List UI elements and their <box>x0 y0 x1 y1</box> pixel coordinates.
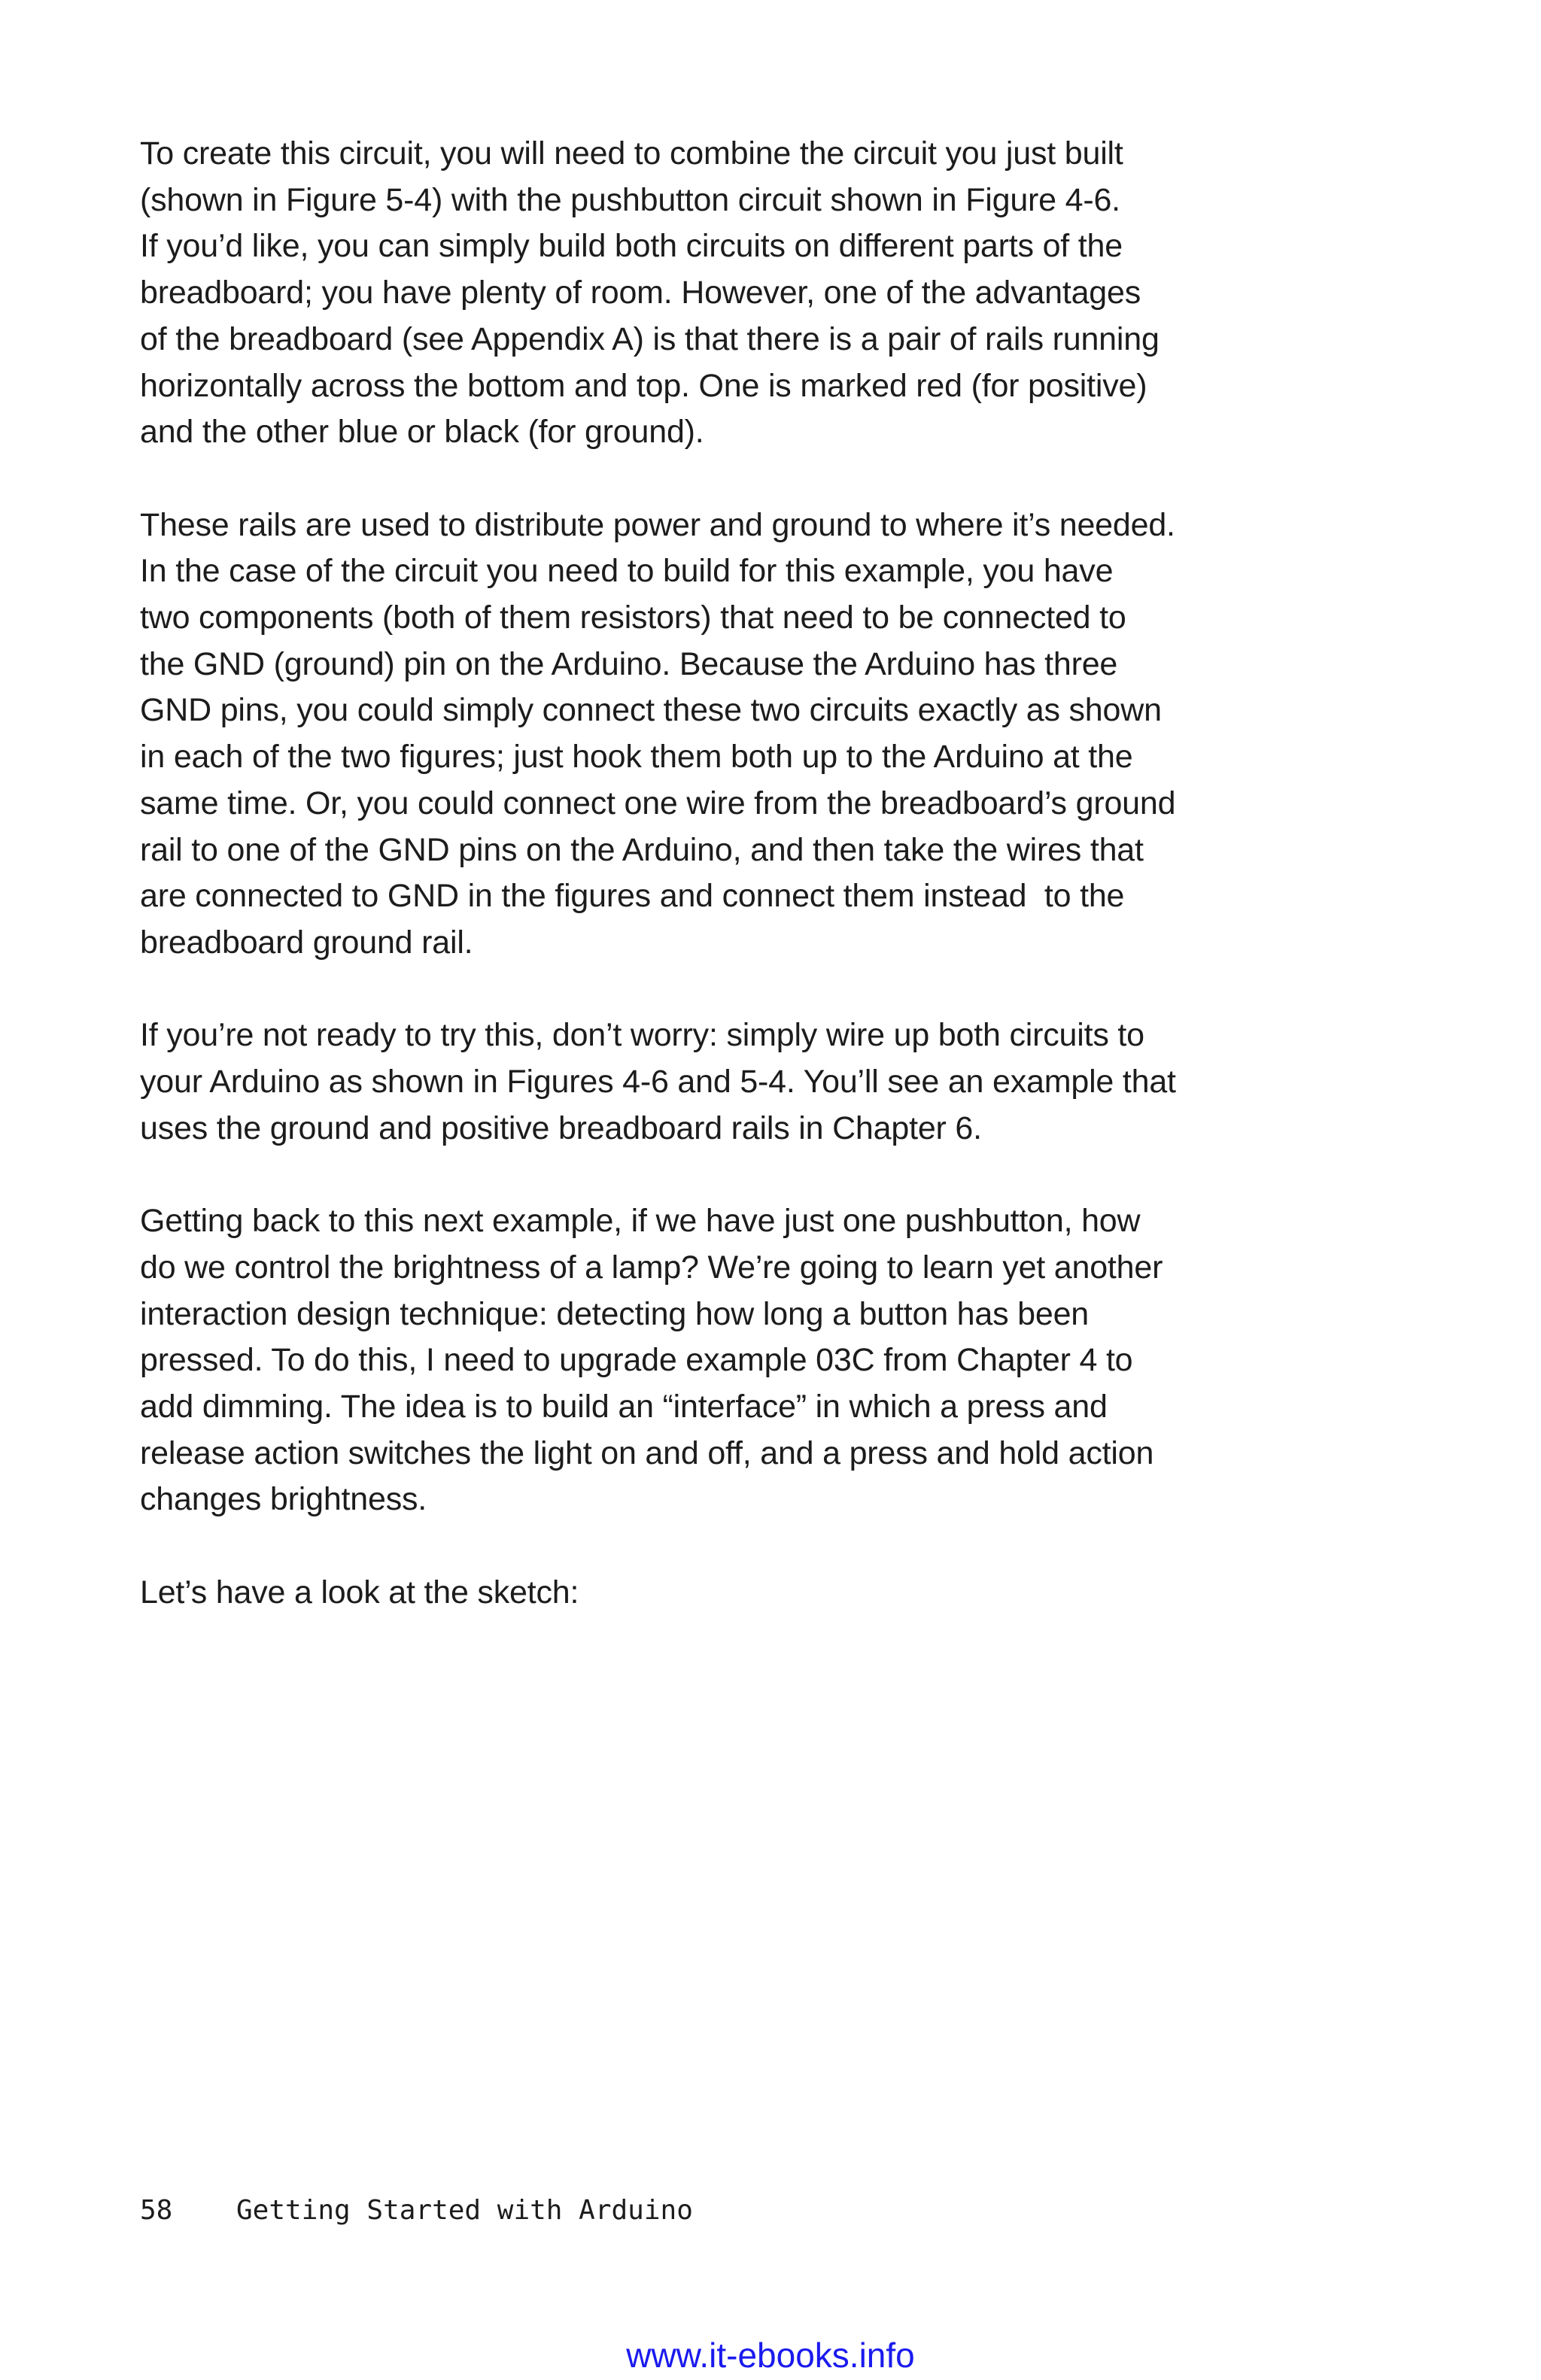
text-line: GND pins, you could simply connect these two circuits exactly as shown <box>140 692 1162 729</box>
text-line: in each of the two figures; just hook them both up to the Arduino at the <box>140 739 1133 776</box>
text-line: Getting back to this next example, if we have just one pushbutton, how <box>140 1203 1141 1240</box>
text-line: release action switches the light on and off, and a press and hold action <box>140 1434 1154 1471</box>
paragraph-2 <box>140 502 1329 967</box>
text-line: In the case of the circuit you need to build for this example, you have <box>140 553 1114 590</box>
watermark-link[interactable]: www.it-ebooks.info <box>626 2336 915 2375</box>
text-line: breadboard ground rail. <box>140 924 473 961</box>
text-line: interaction design technique: detecting how long a button has been <box>140 1295 1090 1332</box>
text-line: If you’d like, you can simply build both circuits on different parts of the <box>140 228 1123 265</box>
text-line: horizontally across the bottom and top. One is marked red (for positive) <box>140 367 1147 404</box>
text-line: add dimming. The idea is to build an “interface” in which a press and <box>140 1388 1108 1425</box>
page-number: 58 <box>140 2195 173 2226</box>
text-line: pressed. To do this, I need to upgrade example 03C from Chapter 4 to <box>140 1342 1133 1379</box>
paragraph-1 <box>140 131 1329 456</box>
text-line: your Arduino as shown in Figures 4-6 and 5-4. You’ll see an example that <box>140 1064 1176 1100</box>
text-line: If you’re not ready to try this, don’t worry: simply wire up both circuits to <box>140 1017 1144 1054</box>
page-footer <box>140 2195 693 2226</box>
text-line: the GND (ground) pin on the Arduino. Because the Arduino has three <box>140 645 1118 682</box>
text-line: uses the ground and positive breadboard rails in Chapter 6. <box>140 1110 982 1146</box>
text-line: same time. Or, you could connect one wire from the breadboard’s ground <box>140 785 1176 821</box>
text-line: changes brightness. <box>140 1481 427 1518</box>
text-line: breadboard; you have plenty of room. However, one of the advantages <box>140 275 1141 311</box>
text-line: These rails are used to distribute power and ground to where it’s needed. <box>140 506 1175 543</box>
paragraph-4 <box>140 1198 1329 1523</box>
text-line: two components (both of them resistors) that need to be connected to <box>140 600 1126 636</box>
text-line: are connected to GND in the figures and connect them instead to the <box>140 878 1125 915</box>
page-body <box>140 131 1329 1662</box>
text-line: do we control the brightness of a lamp? We’re going to learn yet another <box>140 1249 1163 1286</box>
text-line: and the other blue or black (for ground). <box>140 414 704 451</box>
text-line: of the breadboard (see Appendix A) is that there is a pair of rails running <box>140 320 1160 357</box>
text-line: Let’s have a look at the sketch: <box>140 1574 579 1610</box>
text-line: (shown in Figure 5-4) with the pushbutton circuit shown in Figure 4-6. <box>140 181 1120 218</box>
text-line: To create this circuit, you will need to combine the circuit you just built <box>140 135 1123 172</box>
paragraph-5 <box>140 1570 1329 1617</box>
book-title: Getting Started with Arduino <box>236 2195 693 2226</box>
text-line: rail to one of the GND pins on the Arduino, and then take the wires that <box>140 831 1144 868</box>
paragraph-3 <box>140 1012 1329 1152</box>
